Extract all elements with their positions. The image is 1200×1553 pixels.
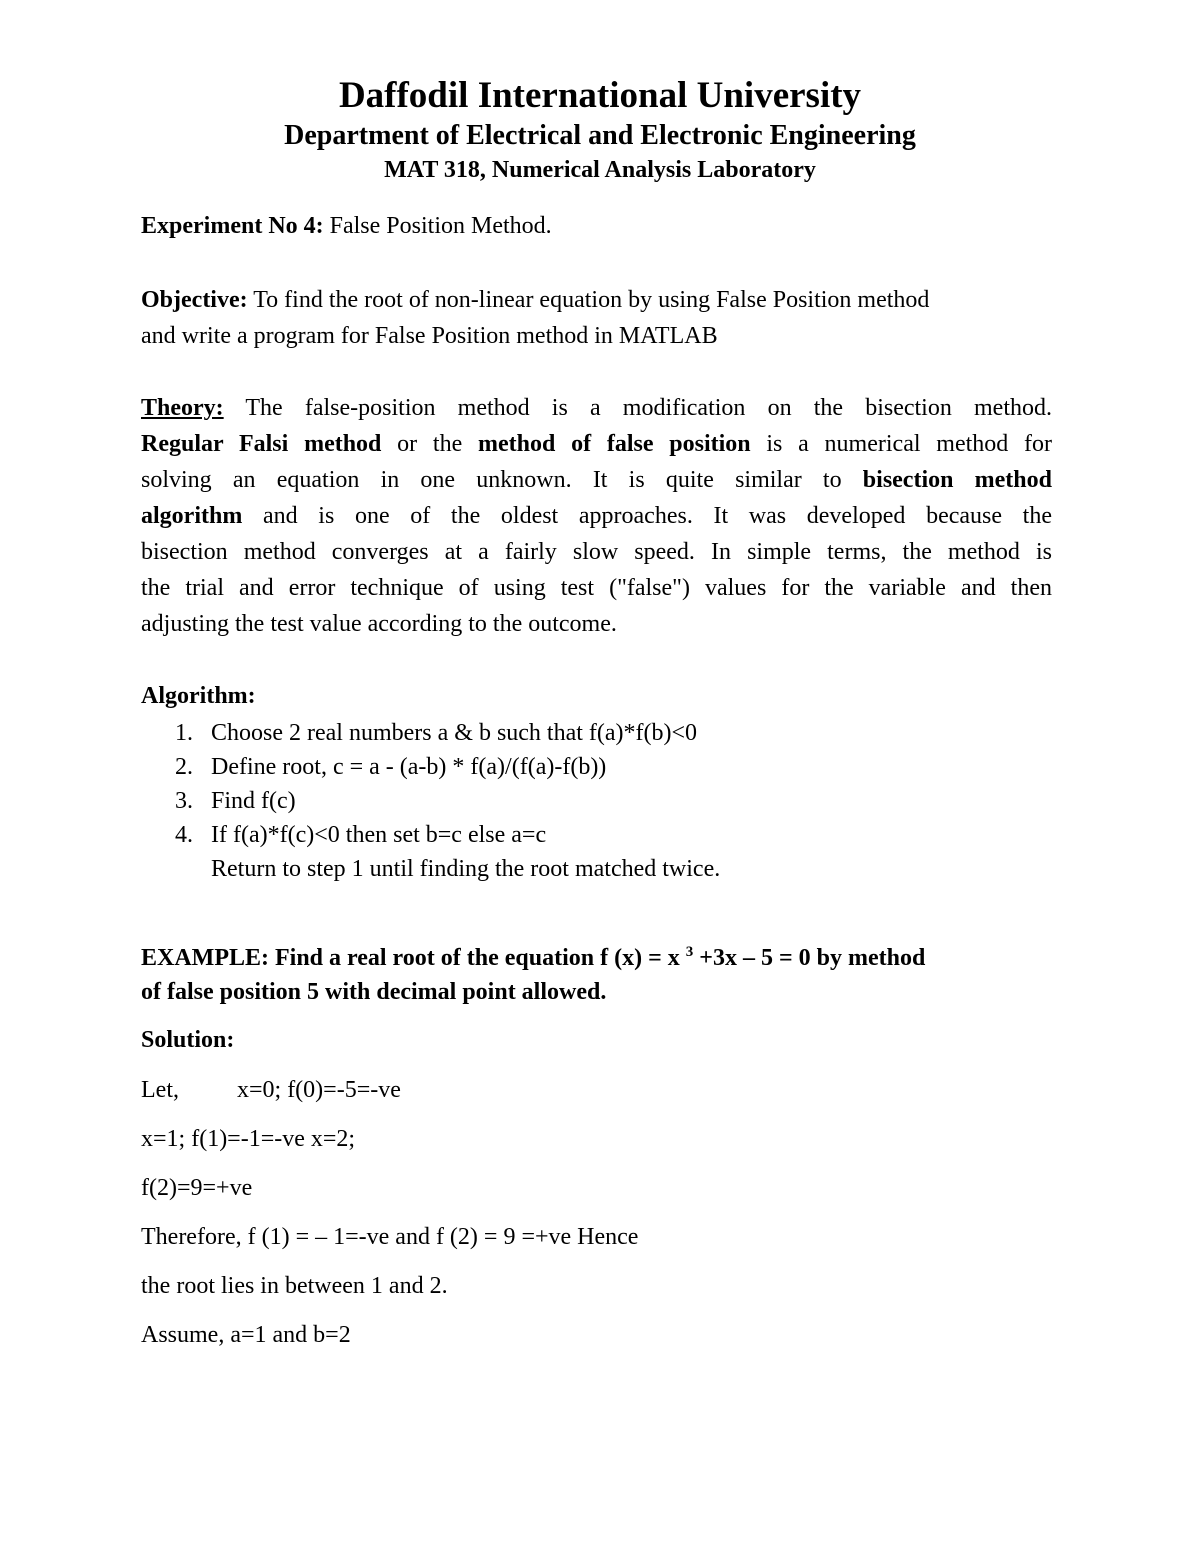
solution-text-1: x=0; f(0)=-5=-ve: [236, 1077, 401, 1103]
step-text: Choose 2 real numbers a & b such that f(a)*f(b)<0: [211, 720, 698, 746]
department-title: Department of Electrical and Electronic Engineering: [284, 120, 916, 151]
theory-line-2: [141, 426, 1052, 462]
algorithm-heading: [141, 678, 256, 714]
example-line-1: [141, 940, 925, 976]
algorithm-step: [141, 818, 720, 852]
theory-text-4: and is one of the oldest approaches. It was developed because the: [242, 503, 1052, 529]
step-number: 2.: [175, 754, 193, 780]
theory-line-6: the trial and error technique of using test ("false") values for the variable and then: [141, 575, 1052, 601]
solution-line-4: Therefore, f (1) = – 1=-ve and f (2) = 9 =+ve Hence: [141, 1224, 639, 1250]
theory-label: Theory:: [141, 395, 224, 421]
solution-line-6: Assume, a=1 and b=2: [141, 1322, 351, 1348]
algorithm-label: Algorithm:: [141, 683, 256, 709]
theory-term-bisection: bisection method: [862, 467, 1052, 493]
step-number: 4.: [175, 822, 193, 848]
theory-text-3: solving an equation in one unknown. It is quite similar to: [141, 467, 863, 493]
solution-line-2: x=1; f(1)=-1=-ve x=2;: [141, 1126, 356, 1152]
solution-line-1: [141, 1072, 401, 1108]
theory-text-2a: or the: [381, 431, 478, 457]
step-text: Find f(c): [211, 788, 296, 814]
theory-line-3: [141, 462, 1052, 498]
step-number: 1.: [175, 720, 193, 746]
algorithm-step: [141, 784, 720, 818]
experiment-line: [141, 208, 552, 244]
course-title: MAT 318, Numerical Analysis Laboratory: [384, 157, 816, 183]
step-text: Define root, c = a - (a-b) * f(a)/(f(a)-f(b)): [211, 754, 607, 780]
theory-term-algorithm: algorithm: [141, 503, 243, 529]
example-text-1: EXAMPLE: Find a real root of the equation f (x) = x: [141, 945, 686, 971]
theory-paragraph: [141, 390, 1052, 642]
step-text: If f(a)*f(c)<0 then set b=c else a=c: [211, 822, 547, 848]
step-number: 3.: [175, 788, 193, 814]
solution-heading: [141, 1022, 234, 1058]
algorithm-continuation: Return to step 1 until finding the root matched twice.: [211, 856, 721, 882]
example-line-2: [141, 974, 606, 1010]
objective-text-1: To find the root of non-linear equation by using False Position method: [247, 287, 930, 313]
algorithm-steps: [141, 716, 720, 886]
theory-term-false-position: method of false position: [478, 431, 751, 457]
theory-line-5: bisection method converges at a fairly slow speed. In simple terms, the method is: [141, 539, 1052, 565]
theory-line-1: [141, 390, 1052, 426]
experiment-label: Experiment No 4:: [141, 213, 324, 239]
algorithm-step: [141, 750, 720, 784]
objective-line-2: and write a program for False Position method in MATLAB: [141, 323, 718, 349]
example-exponent: 3: [685, 944, 694, 960]
theory-term-regula-falsi: Regular Falsi method: [141, 431, 382, 457]
solution-label: Solution:: [141, 1027, 235, 1053]
solution-line-5: the root lies in between 1 and 2.: [141, 1273, 448, 1299]
experiment-title: False Position Method.: [323, 213, 552, 239]
solution-line-3: f(2)=9=+ve: [141, 1175, 253, 1201]
solution-let: Let,: [141, 1077, 179, 1103]
objective-line-1: [141, 282, 929, 318]
objective-label: Objective:: [141, 287, 248, 313]
university-title: Daffodil International University: [338, 75, 862, 116]
theory-text-1: The false-position method is a modification on the bisection method.: [223, 395, 1052, 421]
example-text-3: of false position 5 with decimal point allowed.: [141, 979, 607, 1005]
theory-text-2b: is a numerical method for: [750, 431, 1053, 457]
algorithm-step: [141, 716, 720, 750]
example-text-2: +3x – 5 = 0 by method: [693, 945, 926, 971]
theory-line-7: adjusting the test value according to the outcome.: [141, 611, 617, 637]
theory-line-4: [141, 498, 1052, 534]
